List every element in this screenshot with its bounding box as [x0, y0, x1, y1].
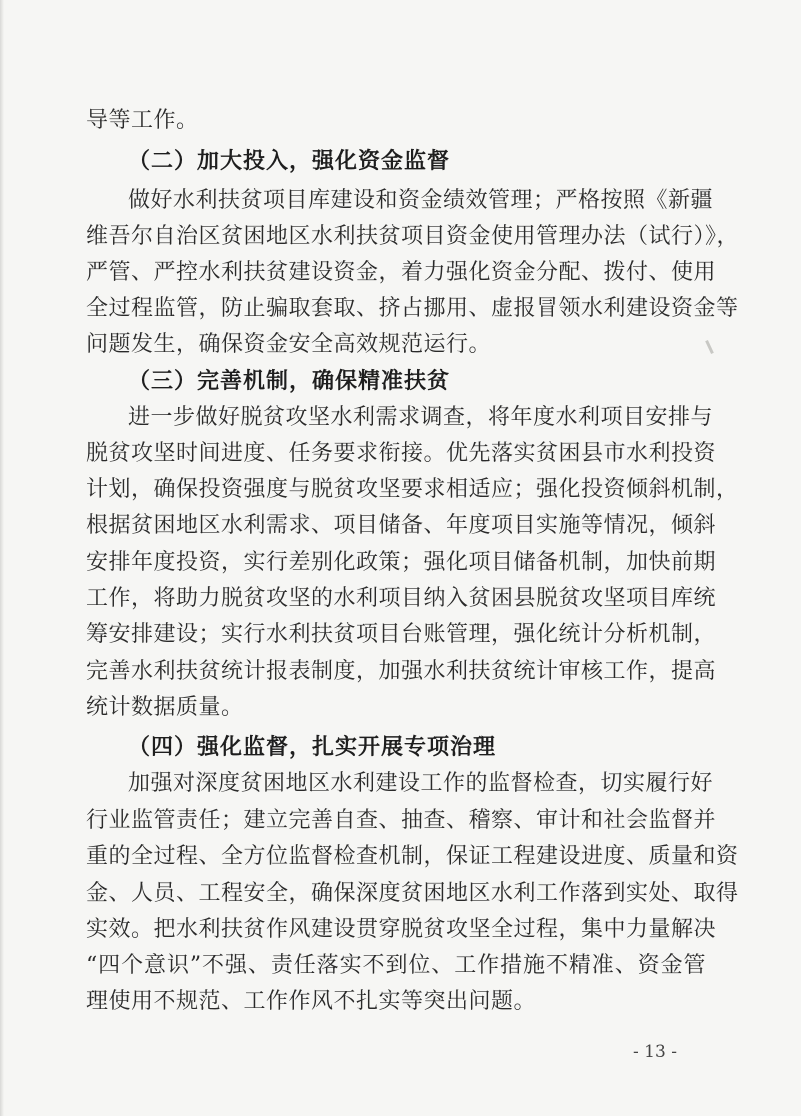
body-line: 脱贫攻坚时间进度、任务要求衔接。优先落实贫困县市水利投资 [86, 441, 717, 466]
body-line: 理使用不规范、工作作风不扎实等突出问题。 [86, 989, 537, 1014]
body-line: 筹安排建设；实行水利扶贫项目台账管理，强化统计分析机制， [86, 622, 717, 647]
body-line: 维吾尔自治区贫困地区水利扶贫项目资金使用管理办法（试行）》， [86, 224, 740, 249]
body-line: 工作，将助力脱贫攻坚的水利项目纳入贫困县脱贫攻坚项目库统 [86, 586, 717, 611]
page-number: - 13 - [633, 1042, 677, 1062]
body-line: 统计数据质量。 [86, 695, 244, 720]
body-line: “四个意识”不强、责任落实不到位、工作措施不精准、资金管 [86, 953, 706, 978]
body-line: 加强对深度贫困地区水利建设工作的监督检查，切实履行好 [128, 771, 714, 796]
body-line: 计划，确保投资强度与脱贫攻坚要求相适应；强化投资倾斜机制， [86, 477, 739, 502]
body-line: 实效。把水利扶贫作风建设贯穿脱贫攻坚全过程，集中力量解决 [86, 917, 717, 942]
body-line: 重的全过程、全方位监督检查机制，保证工程建设进度、质量和资 [86, 844, 739, 869]
body-line: 进一步做好脱贫攻坚水利需求调查，将年度水利项目安排与 [128, 405, 714, 430]
body-line: 严管、严控水利扶贫建设资金，着力强化资金分配、拨付、使用 [86, 260, 717, 285]
section-heading-3: （三）完善机制，确保精准扶贫 [128, 368, 451, 394]
body-line: 全过程监管，防止骗取套取、挤占挪用、虚报冒领水利建设资金等 [86, 296, 739, 321]
section-heading-4: （四）强化监督，扎实开展专项治理 [128, 734, 497, 760]
body-line: 安排年度投资，实行差别化政策；强化项目储备机制，加快前期 [86, 550, 717, 575]
body-line: 金、人员、工程安全，确保深度贫困地区水利工作落到实处、取得 [86, 881, 739, 906]
section-heading-2: （二）加大投入，强化资金监督 [128, 148, 451, 174]
body-line: 完善水利扶贫统计报表制度，加强水利扶贫统计审核工作，提高 [86, 659, 717, 684]
body-line: 做好水利扶贫项目库建设和资金绩效管理；严格按照《新疆 [128, 188, 714, 213]
body-line: 问题发生，确保资金安全高效规范运行。 [86, 332, 492, 357]
body-line: 导等工作。 [86, 108, 199, 133]
body-line: 根据贫困地区水利需求、项目储备、年度项目实施等情况，倾斜 [86, 513, 717, 538]
body-line: 行业监管责任；建立完善自查、抽查、稽察、审计和社会监督并 [86, 808, 717, 833]
